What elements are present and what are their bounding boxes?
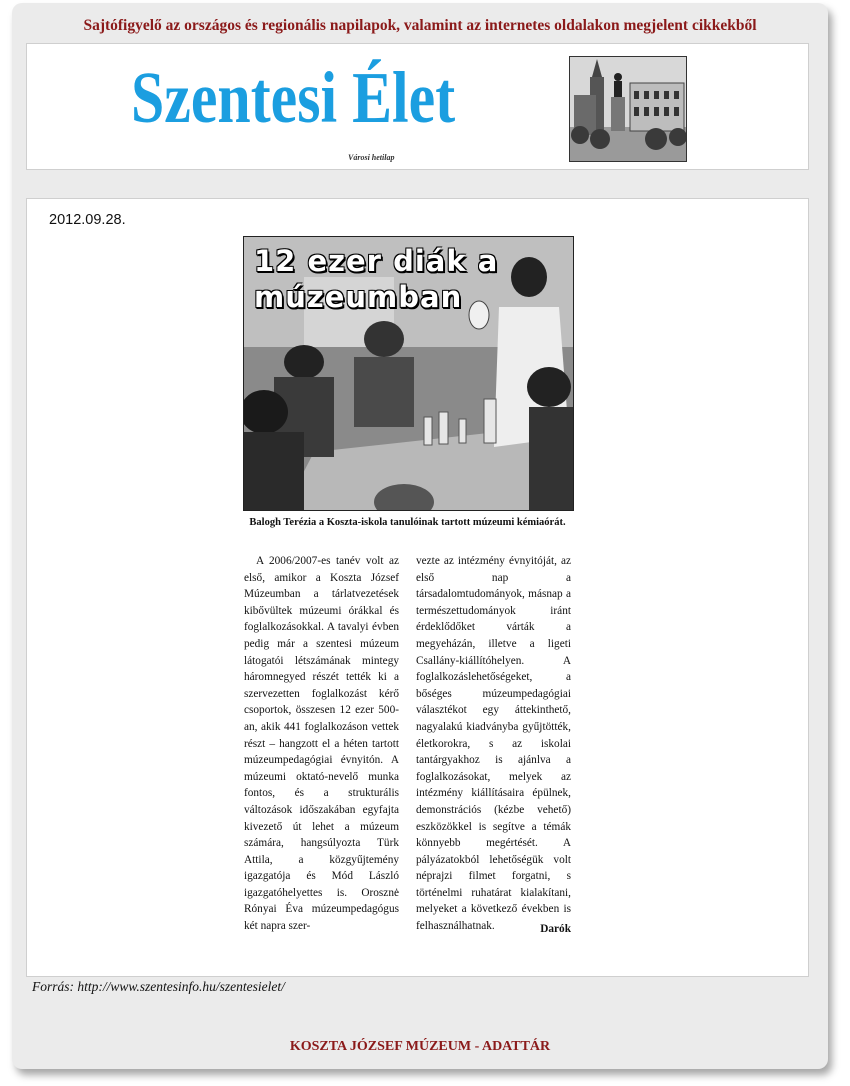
masthead-subtitle: Városi hetilap xyxy=(348,153,395,162)
footer-title: KOSZTA JÓZSEF MÚZEUM - ADATTÁR xyxy=(289,1039,551,1054)
masthead-town-illustration xyxy=(569,56,687,162)
article-photo xyxy=(243,236,574,511)
masthead-title: Szentesi Élet xyxy=(131,57,456,138)
headline-line-2: múzeumban xyxy=(254,280,463,314)
photo-caption: Balogh Terézia a Koszta-iskola tanulóinak tartott múzeumi kémiaórát. xyxy=(249,517,566,528)
article-signature: Darók xyxy=(540,923,571,935)
headline-line-1: 12 ezer diák a xyxy=(254,244,499,278)
article-column-2: vezte az intézmény évnyitóját, az első nap a társadalomtudományok, másnap a természettudományok iránt érdeklődőket várták a megyeházán, illetve a ligeti Csallány-kiállítóhelyen. A foglalkozáslehetőségeket, a bőséges múzeumpedagógiai választékot egy áttekinthető, nagyalakú kiadványba gyűjtötték, életkorokra, s az iskolai tantárgyakhoz is ajánlva a foglalkozásokat, melyek az intézmény kiállításaira épülnek, demonstrációs (kézbe vehető) eszközökkel is segítve a témák könnyebb megértését. A pályázatokból lehetőségük volt néprajzi filmet forgatni, s történelmi ruhatárat kialakítani, melyeket a következő években is felhasználhatnak. xyxy=(416,555,571,933)
article-panel xyxy=(26,198,809,977)
article-column-1: A 2006/2007-es tanév volt az első, amikor a Koszta József Múzeumban a tárlatvezetések kibővültek múzeumi órákkal és foglalkozásokkal. A tavalyi évben pedig már a szentesi múzeum látogatói létszámának mintegy háromnegyed részét tették ki a szervezetten foglalkozást kérő csoportok, összesen 12 ezer 500-an, akik 441 foglalkozáson vettek részt – hangzott el a héten tartott múzeumpedagógiai évnyitón. A múzeumi oktató-nevelő munka fontos, és a strukturális változások időszakában egyfajta kivezető út lehet a múzeum számára, hangsúlyozta Türk Attila, a közgyűjtemény igazgatója és Mód László igazgatóhelyettes is. Orosznė Rónyai Éva múzeumpedagógus két napra szer- xyxy=(244,555,399,933)
source-line: Forrás: http://www.szentesinfo.hu/szentesielet/ xyxy=(32,979,285,994)
header-top-line: Sajtófigyelő az országos és regionális napilapok, valamint az internetes oldalakon megjelent cikkekből xyxy=(83,17,757,34)
article-date: 2012.09.28. xyxy=(49,212,126,228)
page-sheet xyxy=(12,3,828,1069)
masthead xyxy=(26,43,809,170)
article-headline xyxy=(254,243,498,315)
